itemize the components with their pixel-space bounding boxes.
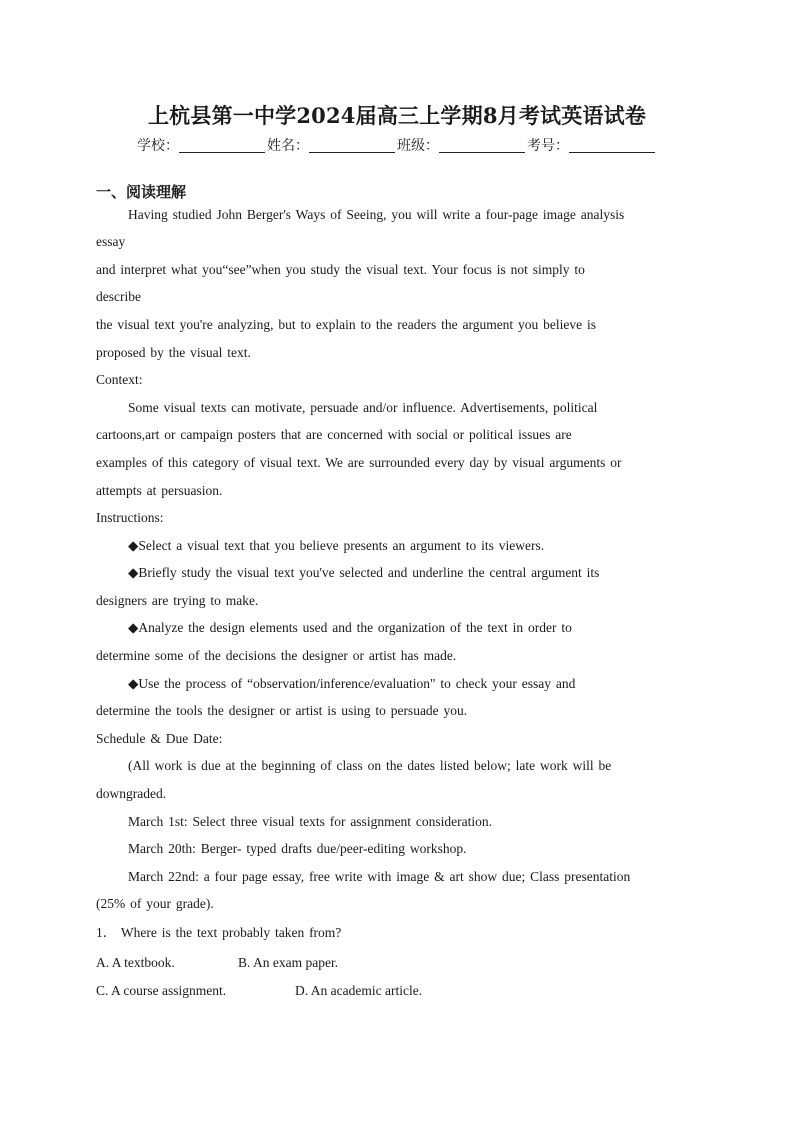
passage-line: March 22nd: a four page essay, free write with image & art show due; Class presentation — [128, 869, 631, 884]
passage-line: determine some of the decisions the designer or artist has made. — [96, 648, 457, 663]
name-blank[interactable] — [309, 138, 395, 153]
exam-number-label: 考号： — [527, 138, 569, 154]
passage-line: determine the tools the designer or artist is using to persuade you. — [96, 703, 468, 718]
exam-title: 上杭县第一中学2024届高三上学期8月考试英语试卷 — [147, 103, 647, 128]
passage-line: (25% of your grade). — [96, 896, 214, 911]
passage-line: March 1st: Select three visual texts for assignment consideration. — [128, 814, 493, 829]
school-blank[interactable] — [179, 138, 265, 153]
passage-line: Some visual texts can motivate, persuade and/or influence. Advertisements, political — [128, 400, 598, 415]
class-label: 班级： — [397, 138, 439, 154]
passage-bullet: ◆Use the process of “observation/inference/evaluation" to check your essay and — [128, 676, 576, 691]
school-label: 学校： — [137, 138, 179, 154]
question-stem: 1． Where is the text probably taken from? — [96, 925, 342, 940]
exam-number-blank[interactable] — [569, 138, 655, 153]
passage-line: the visual text you're analyzing, but to explain to the readers the argument you believe is — [96, 317, 597, 332]
name-field — [267, 135, 397, 155]
passage-line: downgraded. — [96, 786, 167, 801]
option-d[interactable]: D. An academic article. — [295, 983, 423, 998]
name-label: 姓名： — [267, 138, 309, 154]
passage-subheading: Schedule & Due Date: — [96, 731, 223, 746]
option-a[interactable]: A. A textbook. — [96, 955, 175, 970]
passage-line: proposed by the visual text. — [96, 345, 251, 360]
option-c[interactable]: C. A course assignment. — [96, 983, 227, 998]
passage-bullet: ◆Select a visual text that you believe presents an argument to its viewers. — [128, 538, 545, 553]
class-blank[interactable] — [439, 138, 525, 153]
exam-number-field — [527, 135, 657, 155]
option-b[interactable]: B. An exam paper. — [238, 955, 339, 970]
passage-line: March 20th: Berger- typed drafts due/peer-editing workshop. — [128, 841, 467, 856]
passage-line: attempts at persuasion. — [96, 483, 223, 498]
passage-subheading: Instructions: — [96, 510, 164, 525]
class-field — [397, 135, 527, 155]
passage-subheading: Context: — [96, 372, 143, 387]
passage-line: describe — [96, 289, 141, 304]
passage-line: Having studied John Berger's Ways of Seeing, you will write a four-page image analysis — [128, 207, 625, 222]
passage-line: and interpret what you“see”when you study the visual text. Your focus is not simply to — [96, 262, 585, 277]
passage-line: examples of this category of visual text. We are surrounded every day by visual arguments or — [96, 455, 622, 470]
section-heading: 一、阅读理解 — [96, 183, 187, 201]
student-info-fields — [0, 135, 794, 155]
passage-bullet: ◆Analyze the design elements used and the organization of the text in order to — [128, 620, 572, 635]
passage-bullet: ◆Briefly study the visual text you've selected and underline the central argument its — [128, 565, 600, 580]
passage-line: essay — [96, 234, 126, 249]
school-field — [137, 135, 267, 155]
passage-line: (All work is due at the beginning of class on the dates listed below; late work will be — [128, 758, 612, 773]
passage-line: designers are trying to make. — [96, 593, 259, 608]
passage-line: cartoons,art or campaign posters that are concerned with social or political issues are — [96, 427, 572, 442]
